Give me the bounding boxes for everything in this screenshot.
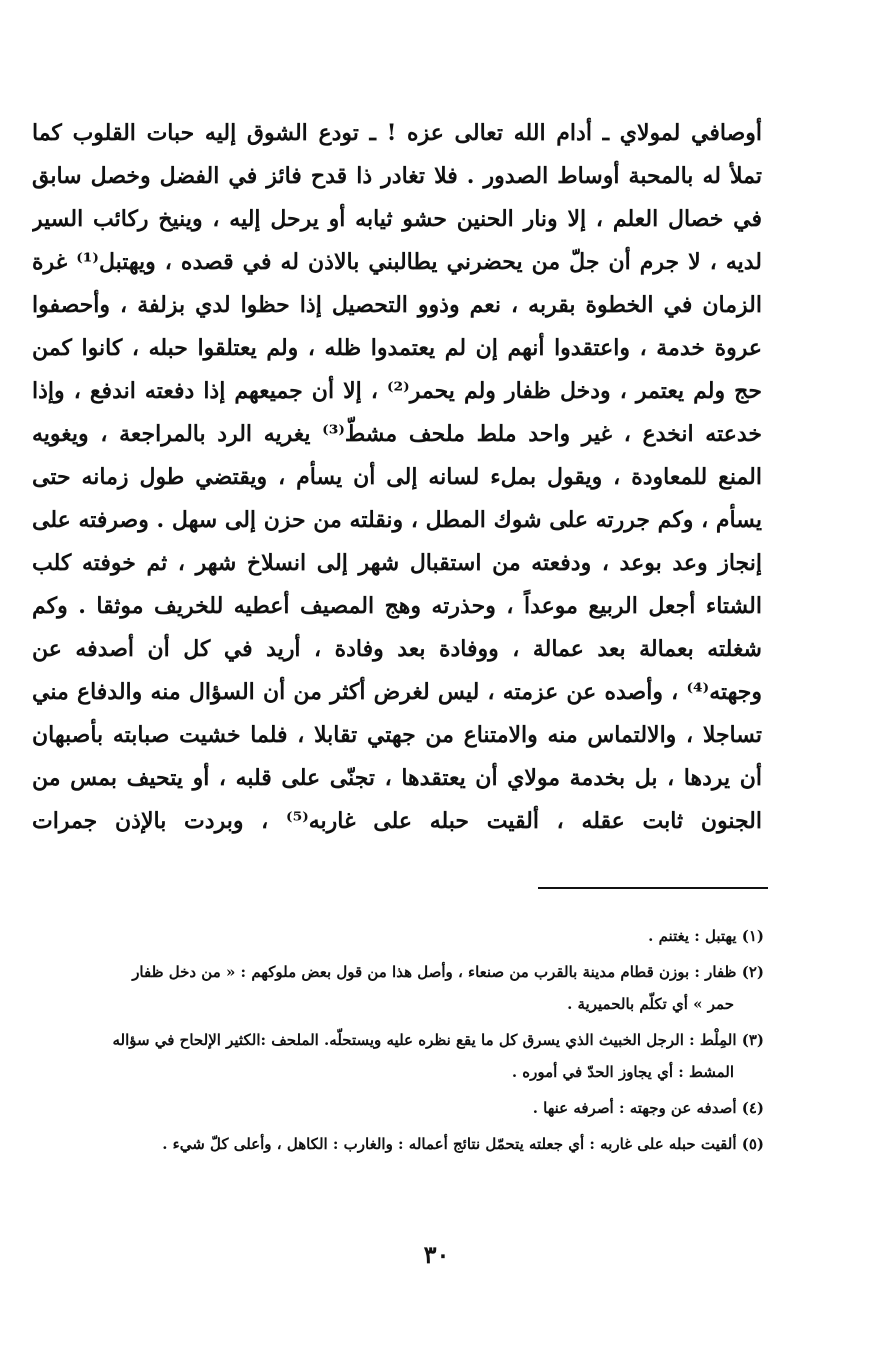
footnote-5: (٥) ألقيت حبله على غاربه : أي جعلته يتحمّل نتائج أعماله : والغارب : الكاهل ، وأعلى كلّ شيء . (162, 1135, 764, 1153)
text-line: الزمان في الخطوة بقربه ، نعم وذوو التحصيل إذا حظوا لدي بزلفة ، وأحصفوا (32, 292, 762, 318)
text-line: شغلته بعمالة بعد عمالة ، ووفادة بعد وفادة ، أريد في كل أن أصدفه عن (32, 636, 762, 662)
text-line: خدعته انخدع ، غير واحد ملط ملحف مشطّ⁽³⁾ يغريه الرد بالمراجعة ، ويغويه (32, 421, 762, 447)
footnote-3: (٣) المِلْط : الرجل الخبيث الذي يسرق كل ما يقع نظره عليه ويستحلّه. الملحف :الكثير الإلحاح في سؤاله (112, 1031, 764, 1049)
text-line: حج ولم يعتمر ، ودخل ظفار ولم يحمر⁽²⁾ ، إلا أن جميعهم إذا دفعته اندفع ، وإذا (32, 378, 762, 404)
page-number: ٣٠ (423, 1240, 450, 1269)
text-line: أن يردها ، بل بخدمة مولاي أن يعتقدها ، تجنّى على قلبه ، أو يتحيف بمس من (32, 765, 762, 791)
footnote-3-continued: المشط : أي يجاوز الحدّ في أموره . (511, 1063, 734, 1081)
main-text (32, 112, 762, 843)
text-line: المنع للمعاودة ، ويقول بملء لسانه إلى أن يسأم ، ويقتضي طول زمانه حتى (32, 464, 762, 490)
footnote-2-continued: حمر » أي تكلّم بالحميرية . (567, 995, 734, 1013)
text-line: إنجاز وعد بوعد ، ودفعته من استقبال شهر إلى انسلاخ شهر ، ثم خوفته كلب (32, 550, 762, 576)
text-line: لديه ، لا جرم أن جلّ من يحضرني يطالبني بالاذن له في قصده ، ويهتبل⁽¹⁾ غرة (32, 249, 762, 275)
footnote-separator (538, 887, 768, 889)
footnotes (40, 918, 764, 1162)
text-line: يسأم ، وكم جررته على شوك المطل ، ونقلته من حزن إلى سهل . وصرفته على (32, 507, 762, 533)
footnote-1: (١) يهتبل : يغتنم . (648, 927, 764, 945)
text-line: وجهته⁽⁴⁾ ، وأصده عن عزمته ، ليس لغرض أكثر من أن السؤال منه والدفاع مني (32, 679, 762, 705)
text-line: الشتاء أجعل الربيع موعداً ، وحذرته وهج المصيف أعطيه للخريف موثقا . وكم (32, 593, 762, 619)
footnote-2: (٢) ظفار : بوزن قطام مدينة بالقرب من صنعاء ، وأصل هذا من قول بعض ملوكهم : « من دخل ظفار (132, 963, 764, 981)
text-line: أوصافي لمولاي ـ أدام الله تعالى عزه ! ـ تودع الشوق إليه حبات القلوب كما (32, 120, 762, 146)
text-line: تساجلا ، والالتماس منه والامتناع من جهتي تقابلا ، فلما خشيت صبابته بأصبهان (32, 722, 762, 748)
footnote-4: (٤) أصدفه عن وجهته : أصرفه عنها . (532, 1099, 764, 1117)
text-line: تملأ له بالمحبة أوساط الصدور . فلا تغادر ذا قدح فائز في الفضل وخصل سابق (32, 163, 762, 189)
text-line: الجنون ثابت عقله ، ألقيت حبله على غاربه⁽⁵⁾ ، وبردت بالإذن جمرات (32, 808, 762, 834)
text-line: في خصال العلم ، إلا ونار الحنين حشو ثيابه أو يرحل إليه ، وينيخ ركائب السير (32, 206, 762, 232)
text-line: عروة خدمة ، واعتقدوا أنهم إن لم يعتمدوا ظله ، ولم يعتلقوا حبله ، كانوا كمن (32, 335, 762, 361)
